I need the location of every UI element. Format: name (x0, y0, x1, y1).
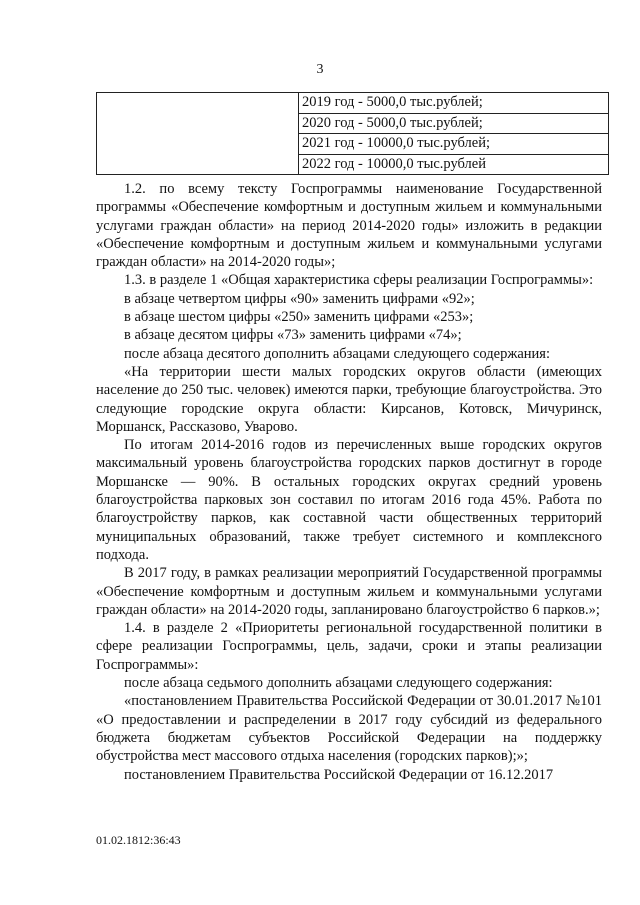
amendment-item: в абзаце десятом цифры «73» заменить цифрами «74»; (124, 327, 462, 344)
quoted-paragraph: «На территории шести малых городских округов области (имеющих население до 250 тыс. человек) имеются парки, требующие благоустройства. Это следующие городские округа области: Кирсанов, Котовск, Мичуринск, Моршанск, Рассказово, Уварово. (96, 363, 602, 435)
table-empty-cell (97, 93, 299, 175)
quoted-paragraph: По итогам 2014-2016 годов из перечисленных выше городских округов максимальный уровень благоустройства городских парков достигнут в городе Моршанске — 90%. В остальных городских округах средний уровень благоустройства парковых зон составил по итогам 2016 года 45%. Работа по благоустройству парков, как составной части общественных территорий муниципальных образований, также требует системного и комплексного подхода. (96, 437, 602, 563)
amendment-item: в абзаце четвертом цифры «90» заменить цифрами «92»; (124, 290, 475, 307)
amendment-item: после абзаца десятого дополнить абзацами следующего содержания: (124, 345, 550, 362)
paragraph-1-2: 1.2. по всему тексту Госпрограммы наименование Государственной программы «Обеспечение комфортным и доступным жильем и коммунальными услугами граждан области» на период 2014-2020 годы» изложить в редакции «Обеспечение комфортным и доступным жильем и коммунальными услугами граждан области» на 2014-2020 годы»; (96, 181, 602, 271)
funding-row: 2020 год - 5000,0 тыс.рублей; (299, 113, 609, 134)
page-number: 3 (316, 62, 324, 77)
paragraph-1-4: 1.4. в разделе 2 «Приоритеты региональной государственной политики в сфере реализации Госпрограммы, цель, задачи, сроки и этапы реализации Госпрограммы»: (96, 620, 602, 673)
funding-table (96, 92, 609, 175)
paragraph-1-3: 1.3. в разделе 1 «Общая характеристика сферы реализации Госпрограммы»: (124, 272, 594, 289)
funding-row: 2021 год - 10000,0 тыс.рублей; (299, 134, 609, 155)
quoted-paragraph: В 2017 году, в рамках реализации мероприятий Государственной программы «Обеспечение комфортным и доступным жильем и коммунальными услугами граждан области» на 2014-2020 годы, запланировано благоустройство 6 парков.»; (96, 565, 602, 618)
footer-code: 01.02.1812:36:43 (96, 833, 181, 847)
quoted-paragraph: постановлением Правительства Российской Федерации от 16.12.2017 (124, 766, 554, 783)
amendment-item: в абзаце шестом цифры «250» заменить цифрами «253»; (124, 309, 474, 326)
document-body (96, 180, 602, 784)
amendment-item: после абзаца седьмого дополнить абзацами следующего содержания: (124, 675, 553, 692)
table-row (97, 93, 609, 114)
funding-row: 2022 год - 10000,0 тыс.рублей (299, 154, 609, 175)
funding-row: 2019 год - 5000,0 тыс.рублей; (299, 93, 609, 114)
quoted-paragraph: «постановлением Правительства Российской Федерации от 30.01.2017 №101 «О предоставлении и распределении в 2017 году субсидий из федерального бюджета бюджетам субъектов Российской Федерации на поддержку обустройства мест массового отдыха населения (городских парков);»; (96, 693, 602, 765)
